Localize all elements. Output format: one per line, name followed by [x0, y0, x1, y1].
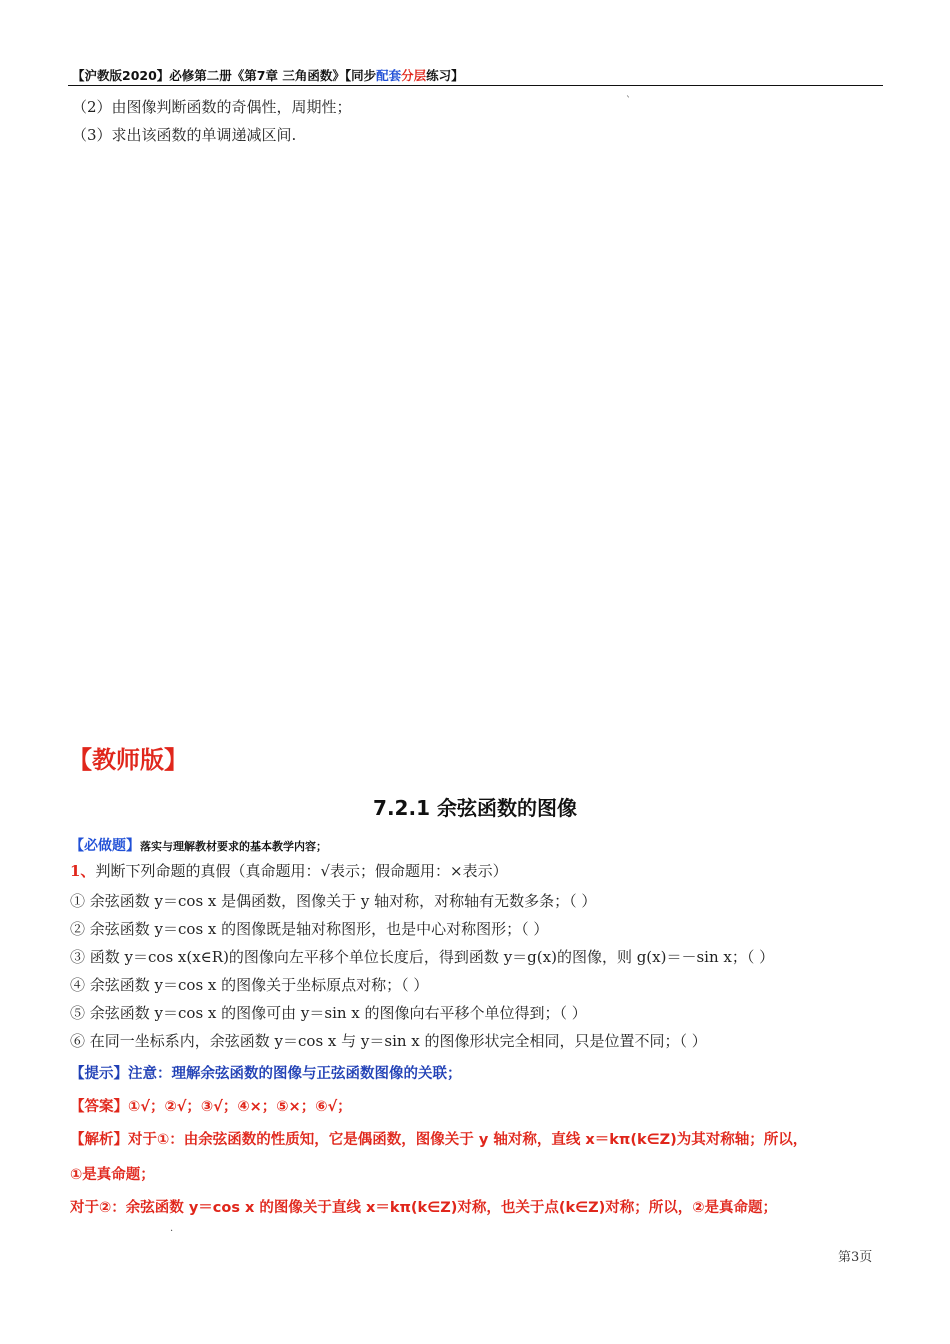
hint-line: 【提示】注意：理解余弦函数的图像与正弦函数图像的关联； — [70, 1066, 462, 1082]
statement-3: ③ 函数 y＝cos x(x∈R)的图像向左平移个单位长度后，得到函数 y＝g(x)的图像，则 g(x)＝－sin x；（ ） — [70, 948, 775, 966]
header-text-3: 分层 — [401, 68, 427, 83]
page-number: 第3页 — [838, 1250, 873, 1265]
stray-mark: ` — [626, 96, 631, 107]
must-do-label: 【必做题】 — [70, 838, 140, 854]
must-do-heading — [70, 835, 327, 855]
section-title: 7.2.1 余弦函数的图像 — [373, 796, 577, 820]
page-header — [72, 66, 464, 84]
header-text-4: 练习】 — [426, 68, 464, 83]
statement-1: ① 余弦函数 y＝cos x 是偶函数，图像关于 y 轴对称，对称轴有无数多条；（ ） — [70, 892, 597, 910]
answer-line: 【答案】①√；②√；③√；④×；⑤×；⑥√； — [70, 1099, 352, 1115]
question-number: 1、 — [70, 862, 96, 880]
statement-2: ② 余弦函数 y＝cos x 的图像既是轴对称图形，也是中心对称图形；（ ） — [70, 920, 549, 938]
header-text-1: 【沪教版2020】必修第二册《第7章 三角函数》【同步 — [72, 68, 377, 83]
analysis-line-1: 【解析】对于①：由余弦函数的性质知，它是偶函数，图像关于 y 轴对称，直线 x＝kπ(k∈Z)为其对称轴；所以， — [70, 1132, 808, 1148]
sub-question-2: （2）由图像判断函数的奇偶性，周期性； — [72, 98, 352, 116]
stray-mark-bottom: · — [170, 1226, 174, 1237]
sub-question-3: （3）求出该函数的单调递减区间. — [72, 126, 297, 144]
question-1 — [70, 860, 508, 881]
teacher-edition-label: 【教师版】 — [68, 746, 188, 774]
analysis-line-2: ①是真命题； — [70, 1167, 155, 1183]
must-do-description: 落实与理解教材要求的基本教学内容； — [140, 840, 327, 853]
header-rule — [68, 85, 883, 86]
statement-4: ④ 余弦函数 y＝cos x 的图像关于坐标原点对称；（ ） — [70, 976, 429, 994]
analysis-line-3: 对于②：余弦函数 y＝cos x 的图像关于直线 x＝kπ(k∈Z)对称，也关于点(k∈Z)对称；所以，②是真命题； — [70, 1200, 778, 1216]
statement-5: ⑤ 余弦函数 y＝cos x 的图像可由 y＝sin x 的图像向右平移个单位得到；（ ） — [70, 1004, 587, 1022]
question-text: 判断下列命题的真假（真命题用：√表示；假命题用：×表示） — [95, 862, 508, 880]
header-text-2: 配套 — [376, 68, 402, 83]
statement-6: ⑥ 在同一坐标系内，余弦函数 y＝cos x 与 y＝sin x 的图像形状完全相同，只是位置不同；（ ） — [70, 1032, 707, 1050]
